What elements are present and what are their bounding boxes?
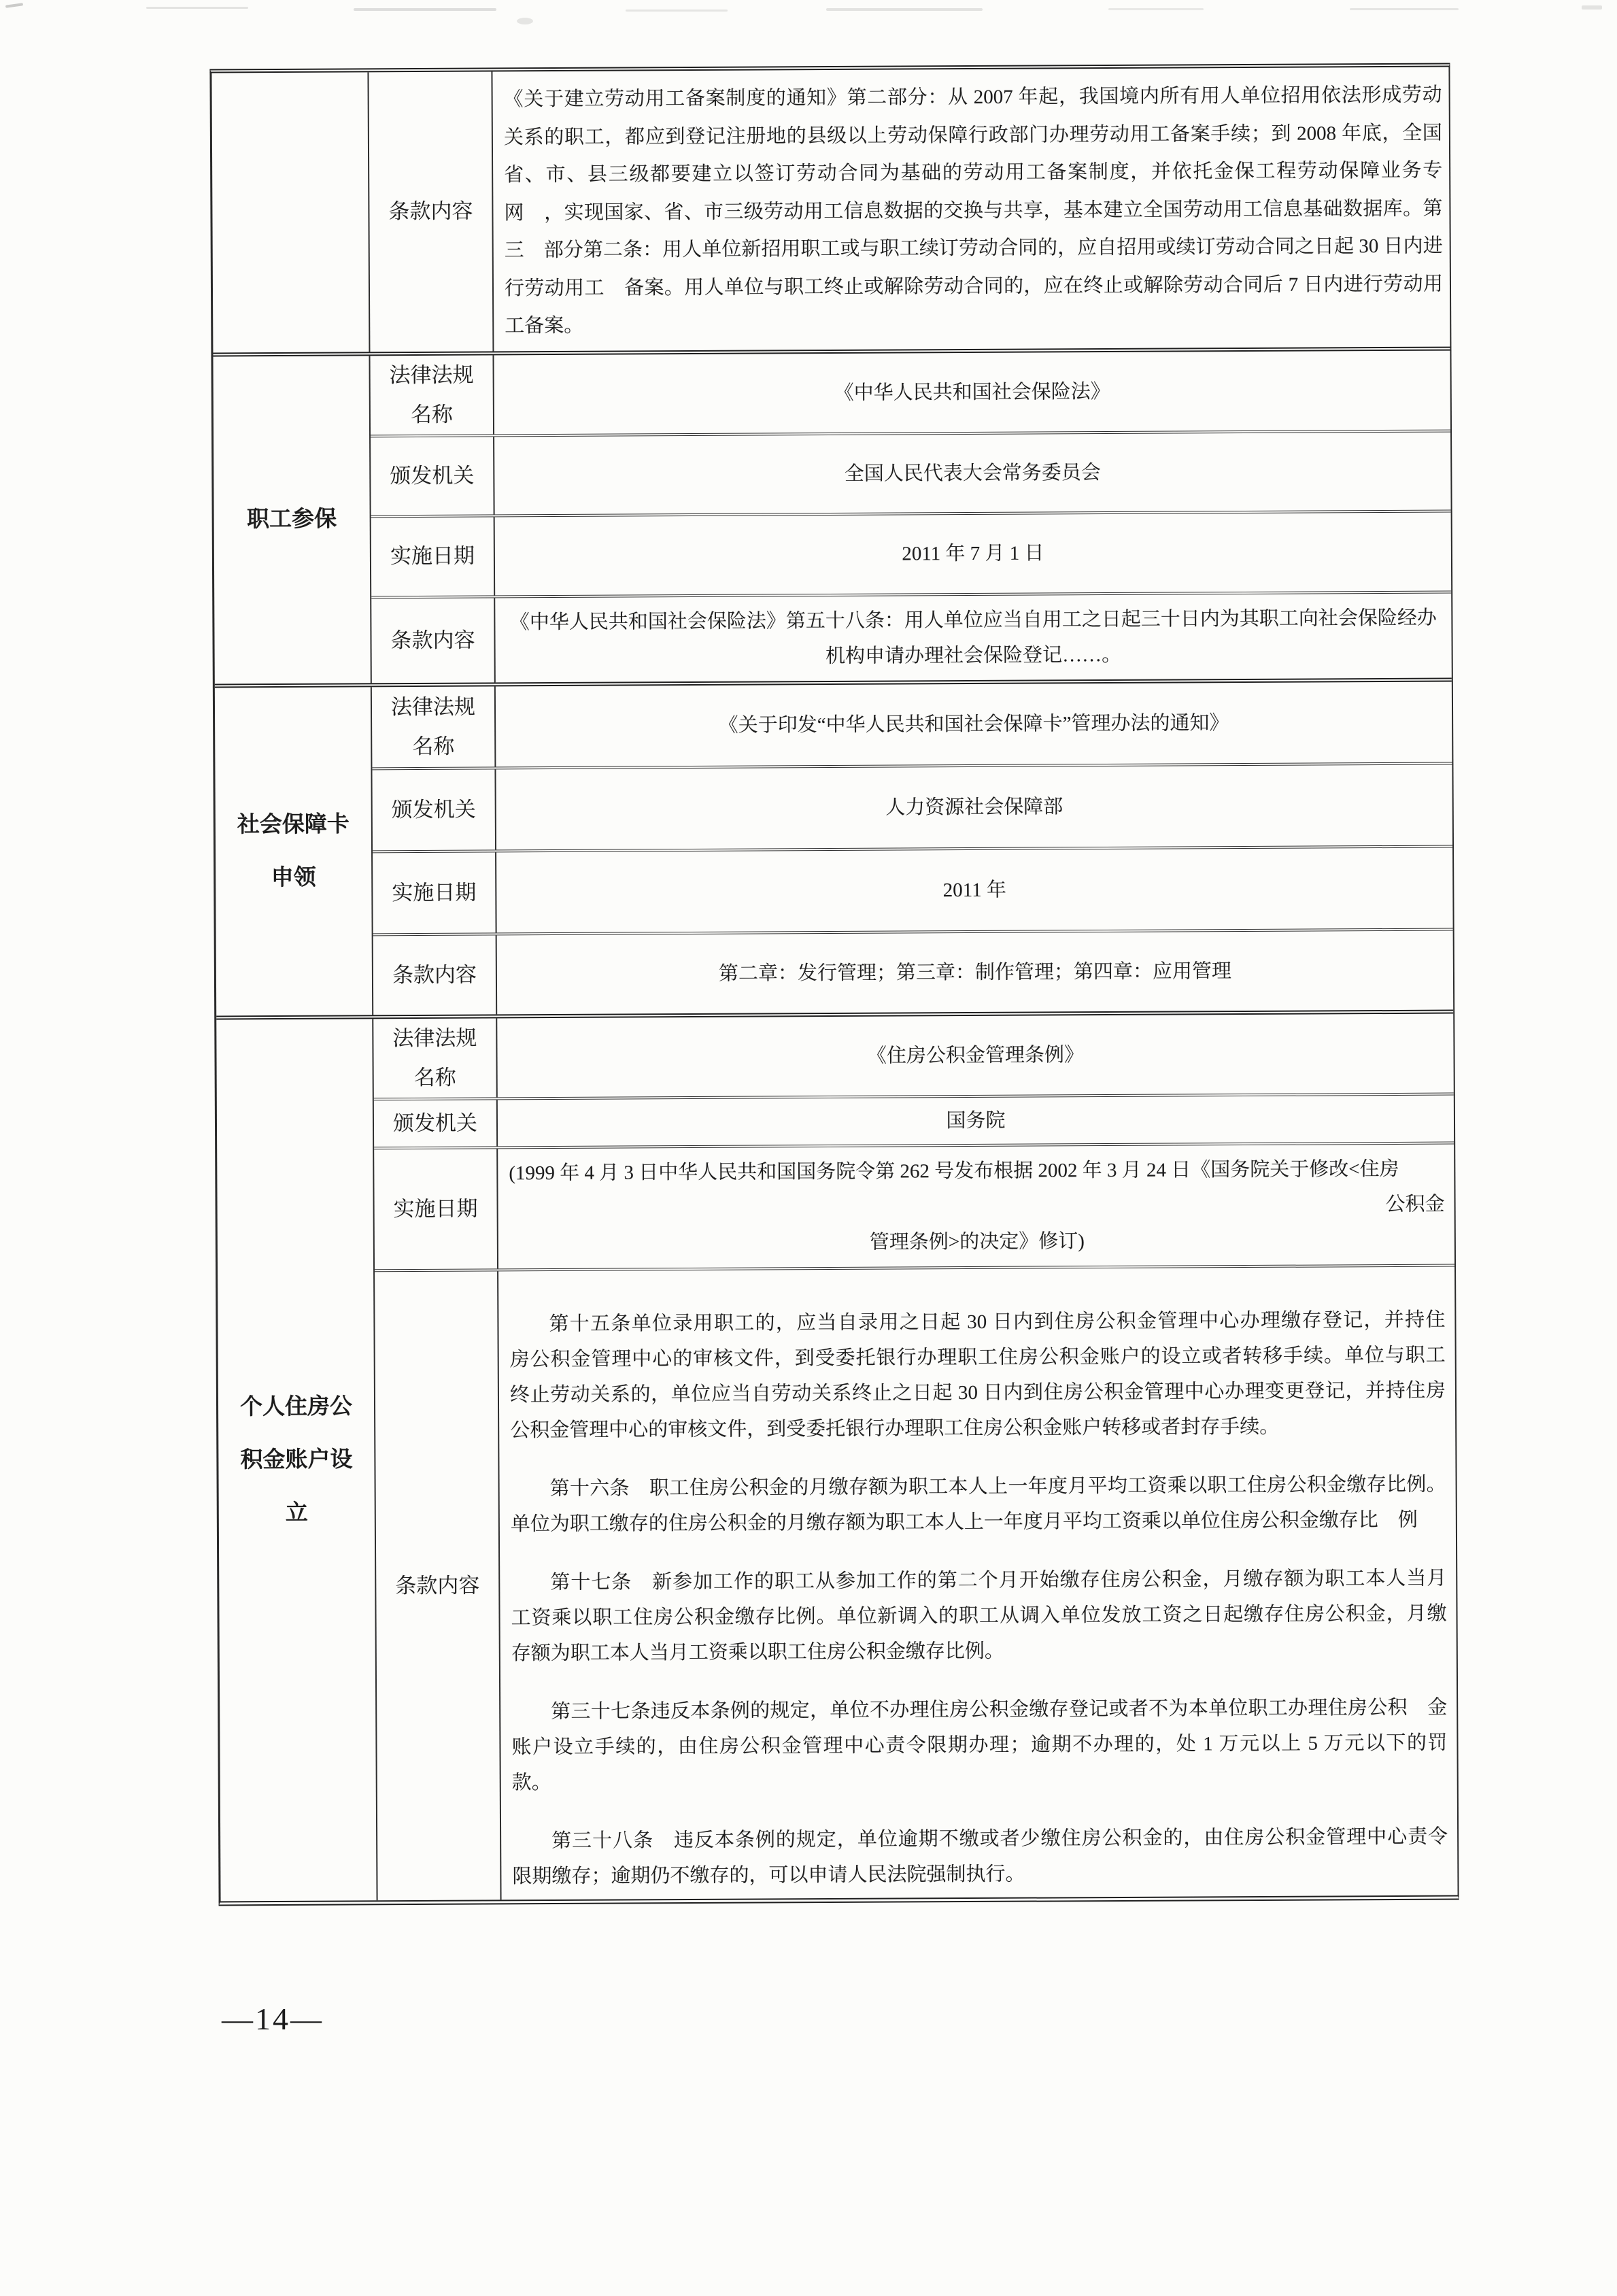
row-label-cell: [374, 1149, 498, 1269]
category-cell-empty: [211, 72, 370, 352]
section-rows: [369, 67, 1462, 352]
row-label-cell: [373, 852, 497, 933]
category-label: 职工参保: [247, 507, 337, 533]
table-section-employee-insurance: [213, 346, 1451, 683]
table-row: [373, 1013, 1454, 1098]
row-label-cell: [374, 1100, 498, 1147]
table-row: [371, 429, 1451, 515]
scan-artifact: [1108, 8, 1204, 10]
table-row: [371, 509, 1452, 596]
scan-artifact: [1350, 8, 1459, 10]
effective-date-text: [498, 1144, 1454, 1268]
table-row: [374, 1092, 1454, 1147]
row-label: 实施日期: [392, 880, 477, 905]
section-rows: [372, 681, 1453, 1015]
table-section-social-security-card: [215, 677, 1453, 1015]
scan-artifact: [1582, 5, 1602, 10]
issuing-authority-text: 全国人民代表大会常务委员会: [844, 461, 1101, 485]
date-line: 公积金: [1385, 1193, 1445, 1215]
row-label-cell: [372, 769, 496, 850]
scan-artifact: [5, 3, 23, 8]
issuing-authority-text: 人力资源社会保障部: [885, 795, 1063, 819]
table-row: [372, 681, 1452, 767]
table-row: [373, 845, 1453, 933]
effective-date-text: 2011 年: [942, 879, 1006, 901]
row-label: 颁发机关: [392, 1111, 478, 1135]
row-label-cell: [372, 686, 496, 767]
clause-paragraph: 第三十七条违反本条例的规定，单位不办理住房公积金缴存登记或者不为本单位职工办理住房公积 金账户设立手续的，由住房公积金管理中心责令限期办理；逾期不办理的，处 1 万元以上 5 万元以下的罚 款。: [511, 1696, 1467, 1793]
clause-content-text: 第二章：发行管理；第三章：制作管理；第四章：应用管理: [718, 960, 1231, 985]
category-label: [234, 212, 347, 213]
row-label-cell: [373, 1018, 498, 1098]
row-label-cell: [373, 935, 498, 1015]
table-section-housing-fund-account: [216, 1009, 1468, 1901]
clause-content-text: 《关于建立劳动用工备案制度的通知》第二部分：从 2007 年起，我国境内所有用人单位招用依法形成劳动 关系的职工，都应到登记注册地的县级以上劳动保障行政部门办理劳动用工备案手续；到 2008 年底，全国 省、市、县三级都要建立以签订劳动合同为基础的劳动用工备案制度，并依托金保工程劳动保障业务专网 ，实现国家、省、市三级劳动用工信息数据的交换与共享，基本建立全国劳动用工信息基础数据库。第三 部分第二条：用人单位新招用职工或与职工续订劳动合同的，应自招用或续订劳动合同之日起 30 日内进行劳动用工 备案。用人单位与职工终止或解除劳动合同的，应在终止或解除劳动合同后 7 日内进行劳动用工备案。: [503, 84, 1462, 337]
law-name-text: 《关于印发“中华人民共和国社会保障卡”管理办法的通知》: [718, 711, 1229, 737]
row-label: 法律法规名称: [389, 362, 474, 426]
category-label: 个人住房公积金账户设立: [239, 1394, 353, 1525]
clause-paragraph: 第三十八条 违反本条例的规定，单位逾期不缴或者少缴住房公积金的，由住房公积金管理中心责令 限期缴存；逾期仍不缴存的，可以申请人民法院强制执行。: [512, 1825, 1468, 1887]
row-label: 条款内容: [392, 962, 477, 987]
table-row: [370, 350, 1450, 435]
row-label: 条款内容: [390, 628, 475, 652]
scan-artifact: [517, 18, 533, 24]
effective-date-text: 2011 年 7 月 1 日: [902, 542, 1044, 565]
category-cell: [213, 356, 371, 683]
category-label: 社会保障卡申领: [237, 811, 350, 890]
row-label-cell: [369, 71, 494, 351]
clause-paragraph: 第十五条单位录用职工的，应当自录用之日起 30 日内到住房公积金管理中心办理缴存登记，并持住 房公积金管理中心的审核文件，到受委托银行办理职工住房公积金账户的设立或者转移手续。单位与职工 终止劳动关系的，单位应当自劳动关系终止之日起 30 日内到住房公积金管理中心办理变更登记，并持住房 公积金管理中心的审核文件，到受委托银行办理职工住房公积金账户转移或者封存手续。: [509, 1308, 1466, 1441]
issuing-authority-text: 国务院: [946, 1109, 1006, 1132]
table-row: [375, 1264, 1468, 1900]
date-line: (1999 年 4 月 3 日中华人民共和国国务院令第 262 号发布根据 2002 年 3 月 24 日《国务院关于修改<住房: [509, 1158, 1399, 1184]
category-cell: [215, 687, 373, 1015]
table-row: [369, 67, 1462, 352]
scan-artifact: [354, 8, 496, 11]
section-rows: [373, 1013, 1468, 1900]
date-line: 管理条例>的决定》修订): [869, 1230, 1085, 1253]
clause-paragraph: 第十六条 职工住房公积金的月缴存额为职工本人上一年度月平均工资乘以职工住房公积金缴存比例。单位为职工缴存的住房公积金的月缴存额为职工本人上一年度月平均工资乘以单位住房公积金缴存比 例: [510, 1473, 1446, 1535]
row-label: 条款内容: [388, 199, 473, 224]
category-cell: [216, 1019, 377, 1901]
scan-artifact: [626, 10, 728, 12]
clause-content-text: [498, 1266, 1468, 1900]
row-label: 法律法规名称: [392, 1026, 477, 1090]
table-row: [371, 590, 1452, 683]
section-rows: [370, 350, 1451, 683]
row-label: 实施日期: [393, 1196, 478, 1221]
table-section-continuation: [211, 67, 1462, 352]
row-label-cell: [375, 1271, 502, 1900]
clause-content-text: 《中华人民共和国社会保险法》第五十八条：用人单位应当自用工之日起三十日内为其职工向社会保险经办机构申请办理社会保险登记……。: [509, 607, 1437, 667]
table-row: [374, 1141, 1454, 1269]
row-label-cell: [371, 517, 496, 596]
row-label-cell: [371, 598, 496, 683]
row-label: 法律法规名称: [390, 694, 476, 758]
law-name-text: 《住房公积金管理条例》: [866, 1043, 1085, 1067]
row-label: 颁发机关: [391, 797, 476, 822]
scan-artifact: [146, 7, 248, 9]
clause-paragraph: 第十七条 新参加工作的职工从参加工作的第二个月开始缴存住房公积金，月缴存额为职工本人当月 工资乘以职工住房公积金缴存比例。单位新调入的职工从调入单位发放工资之日起缴存住房公积金，月缴 存额为职工本人当月工资乘以职工住房公积金缴存比例。: [511, 1566, 1467, 1664]
row-label: 实施日期: [390, 543, 475, 569]
scan-artifact: [826, 8, 983, 11]
table-row: [373, 928, 1454, 1015]
row-label: 条款内容: [395, 1573, 480, 1598]
table-row: [372, 762, 1452, 850]
law-name-text: 《中华人民共和国社会保险法》: [834, 380, 1110, 404]
row-label: 颁发机关: [390, 463, 475, 488]
page-number: —14—: [222, 2002, 324, 2036]
row-label-cell: [371, 437, 495, 515]
row-label-cell: [370, 355, 494, 435]
regulation-table: [209, 63, 1468, 1906]
